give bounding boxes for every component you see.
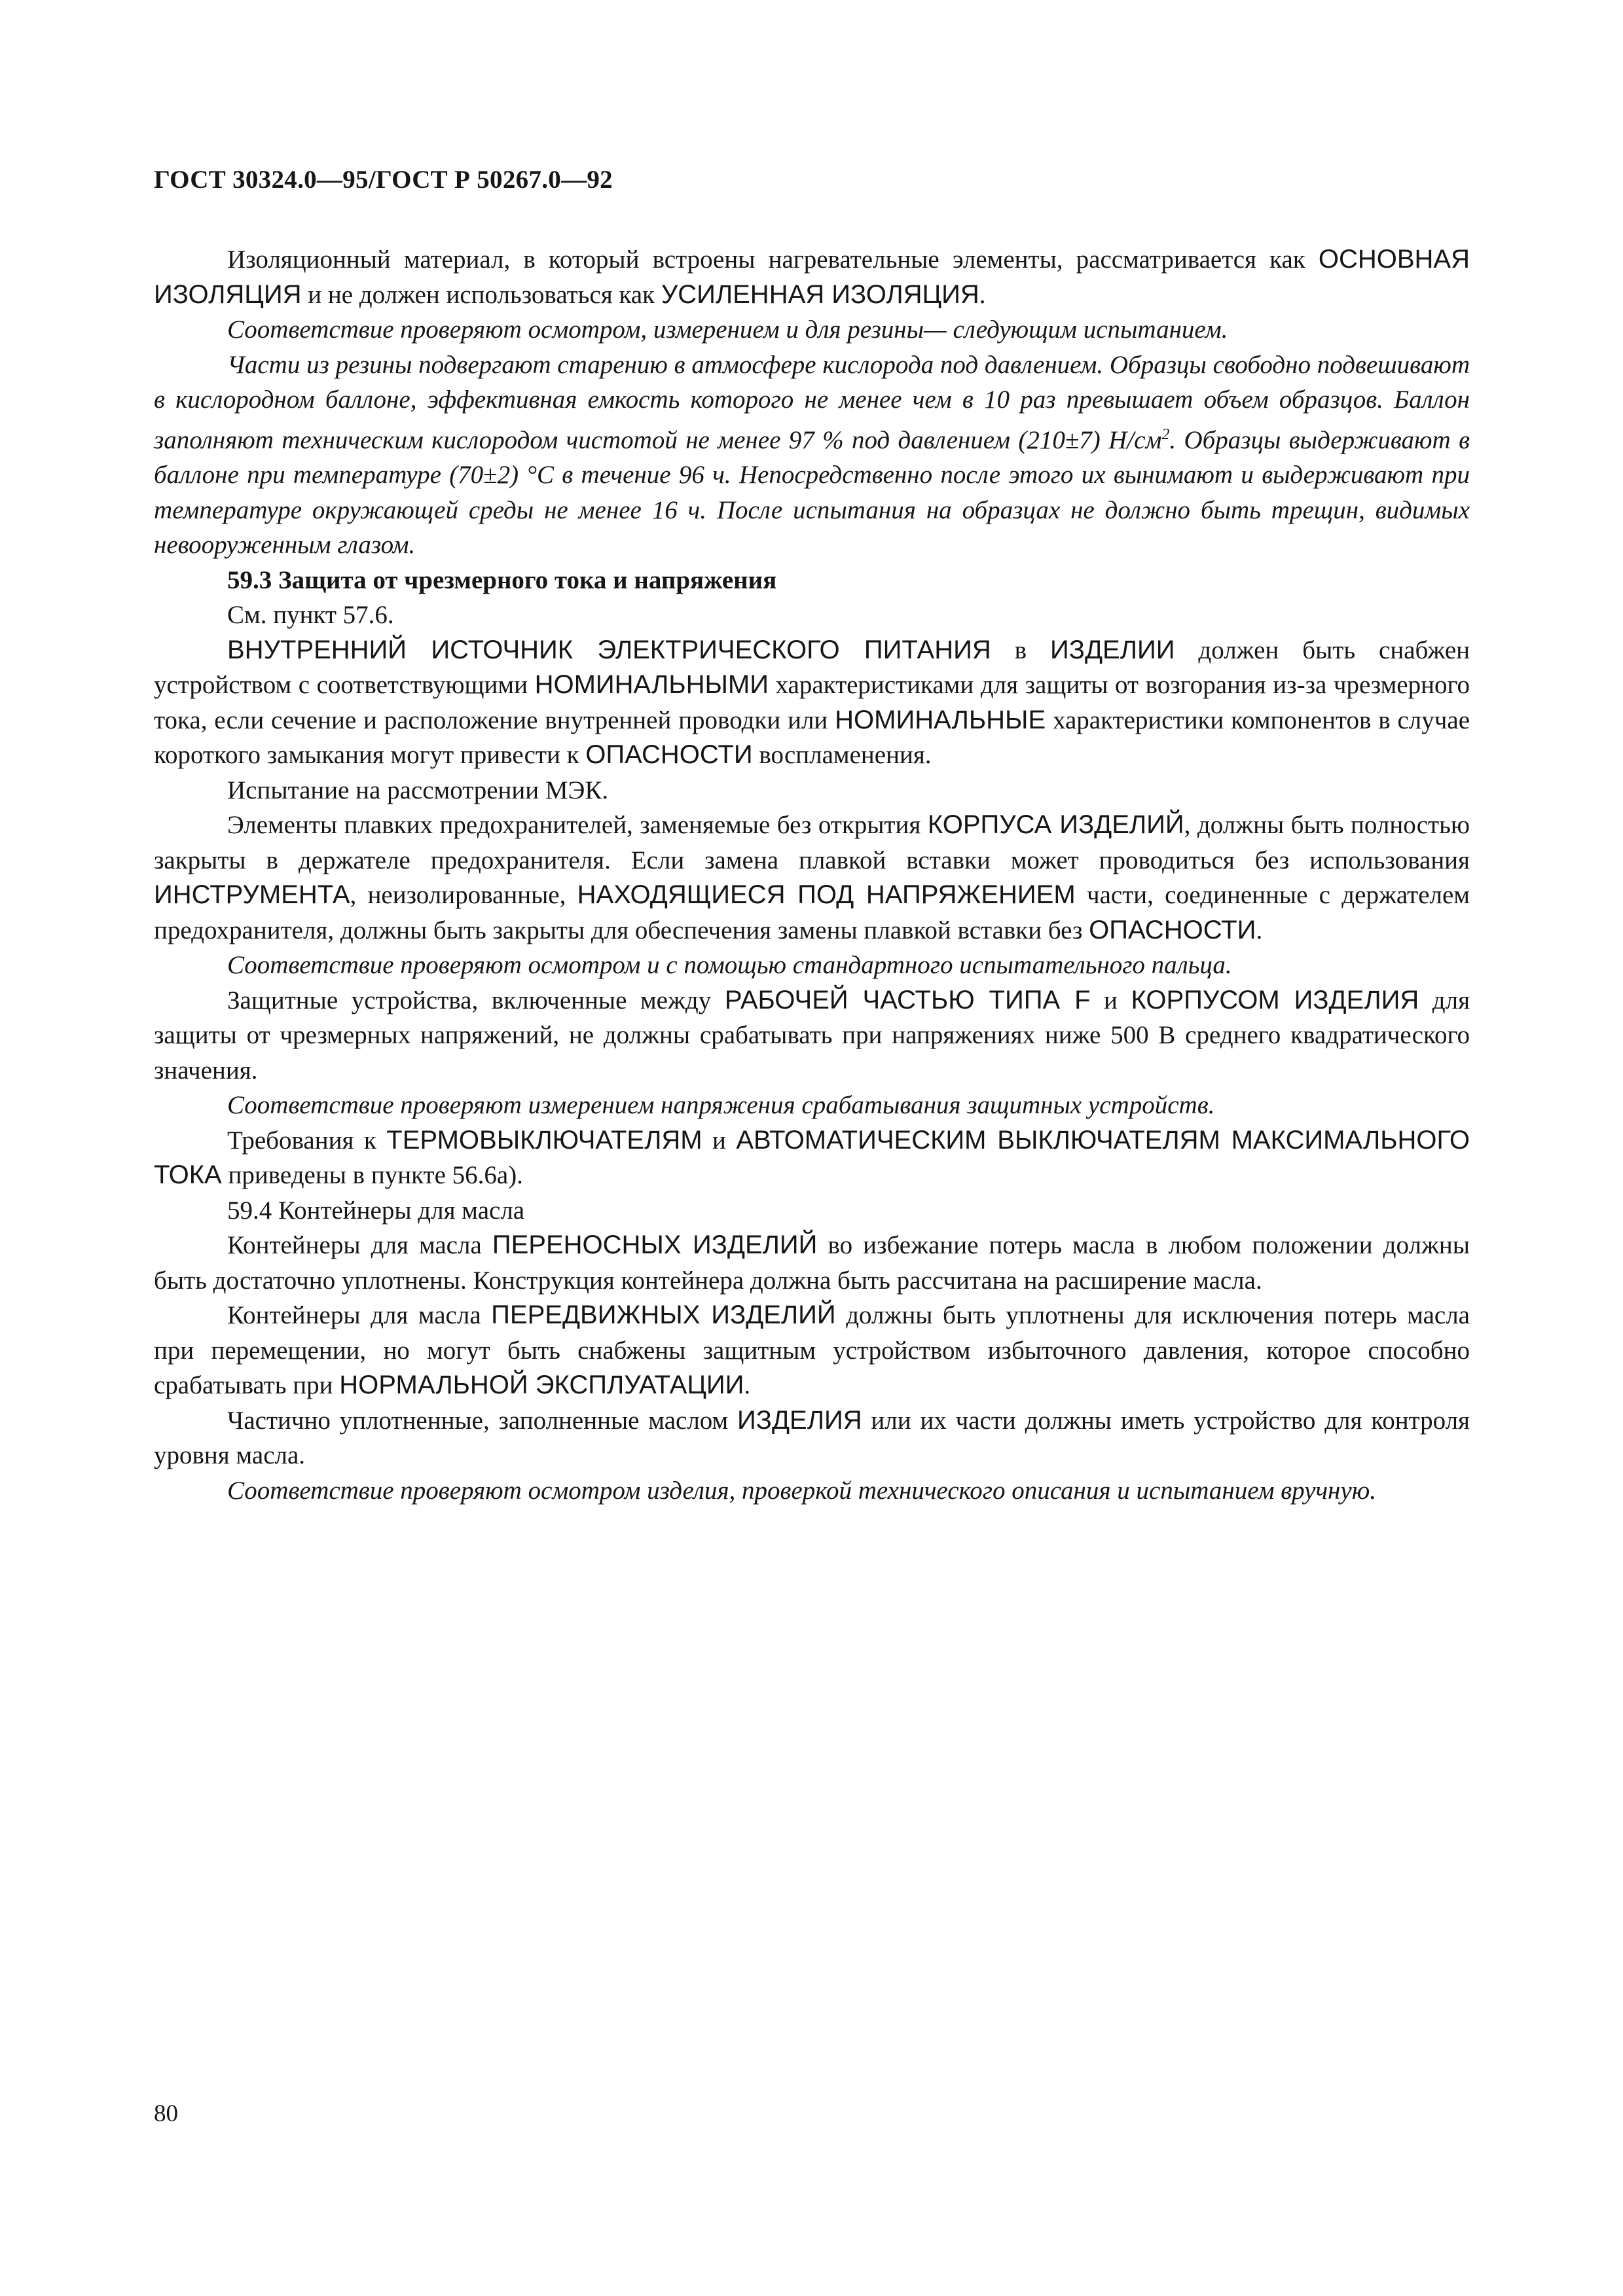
paragraph-iec-test: Испытание на рассмотрении МЭК. <box>227 776 609 804</box>
paragraph-internal-power-source: ВНУТРЕННИЙ ИСТОЧНИК ЭЛЕКТРИЧЕСКОГО ПИТАНИЯ в ИЗДЕЛИИ должен быть снабжен устройством с соответствующими НОМИНАЛЬНЫМИ характеристиками для защиты от возгорания из-за чрезмерного тока, если сечение и расположение внутренней проводки или НОМИНАЛЬНЫЕ характеристики компонентов в случае короткого замыкания могут привести к ОПАСНОСТИ воспламенения. <box>154 635 1470 769</box>
paragraph-rubber-aging-test: Части из резины подвергают старению в атмосфере кислорода под давлением. Образцы свободно подвешивают в кислородном баллоне, эффективная емкость которого не менее чем в 10 раз превышает объем образцов. Баллон заполняют техническим кислородом чистотой не менее 97 % под давлением (210±7) $Н/см^2$. Образцы выдерживают в баллоне при температуре (70±2) °С в течение 96 ч. Непосредственно после этого их вынимают и выдерживают при температуре окружающей среды не менее 16 ч. После испытания на образцах не должно быть трещин, видимых невооруженным глазом. <box>154 350 1470 559</box>
paragraph-fuse-elements: Элементы плавких предохранителей, заменяемые без открытия КОРПУСА ИЗДЕЛИЙ, должны быть полностью закрыты в держателе предохранителя. Если замена плавкой вставки может проводиться без использования ИНСТРУМЕНТА, неизолированные, НАХОДЯЩИЕСЯ ПОД НАПРЯЖЕНИЕМ части, соединенные с держателем предохранителя, должны быть закрыты для обеспечения замены плавкой вставки без ОПАСНОСТИ. <box>154 810 1470 944</box>
paragraph-compliance-rubber: Соответствие проверяют осмотром, измерением и для резины— следующим испытанием. <box>227 315 1228 344</box>
paragraph-mobile-oil-containers: Контейнеры для масла ПЕРЕДВИЖНЫХ ИЗДЕЛИЙ должны быть уплотнены для исключения потерь масла при перемещении, но могут быть снабжены защитным устройством избыточного давления, которое способно срабатывать при НОРМАЛЬНОЙ ЭКСПЛУАТАЦИИ. <box>154 1300 1470 1399</box>
paragraph-compliance-voltage: Соответствие проверяют измерением напряжения срабатывания защитных устройств. <box>227 1091 1215 1119</box>
paragraph-oil-level: Частично уплотненные, заполненные маслом ИЗДЕЛИЯ или их части должны иметь устройство для контроля уровня масла. <box>154 1405 1470 1469</box>
document-body <box>154 242 1470 1508</box>
section-heading-59-4: 59.4 Контейнеры для масла <box>227 1196 525 1225</box>
page-number: 80 <box>154 2100 178 2127</box>
paragraph-thermal-cutouts: Требования к ТЕРМОВЫКЛЮЧАТЕЛЯМ и АВТОМАТИЧЕСКИМ ВЫКЛЮЧАТЕЛЯМ МАКСИМАЛЬНОГО ТОКА приведены в пункте 56.6а). <box>154 1125 1470 1189</box>
paragraph-compliance-finger: Соответствие проверяют осмотром и с помощью стандартного испытательного пальца. <box>227 951 1232 979</box>
paragraph-insulation: Изоляционный материал, в который встроены нагревательные элементы, рассматривается как ОСНОВНАЯ ИЗОЛЯЦИЯ и не должен использоваться как УСИЛЕННАЯ ИЗОЛЯЦИЯ. <box>154 245 1470 309</box>
paragraph-compliance-manual: Соответствие проверяют осмотром изделия, проверкой технического описания и испытанием вручную. <box>227 1476 1376 1505</box>
paragraph-protective-devices: Защитные устройства, включенные между РАБОЧЕЙ ЧАСТЬЮ ТИПА F и КОРПУСОМ ИЗДЕЛИЯ для защиты от чрезмерных напряжений, не должны срабатывать при напряжениях ниже 500 В среднего квадратического значения. <box>154 985 1470 1085</box>
section-heading-59-3: 59.3 Защита от чрезмерного тока и напряжения <box>227 565 777 594</box>
document-header: ГОСТ 30324.0—95/ГОСТ Р 50267.0—92 <box>154 166 613 194</box>
paragraph-portable-oil-containers: Контейнеры для масла ПЕРЕНОСНЫХ ИЗДЕЛИЙ во избежание потерь масла в любом положении должны быть достаточно уплотнены. Конструкция контейнера должна быть рассчитана на расширение масла. <box>154 1230 1470 1295</box>
paragraph-see-57-6: См. пункт 57.6. <box>227 601 394 629</box>
